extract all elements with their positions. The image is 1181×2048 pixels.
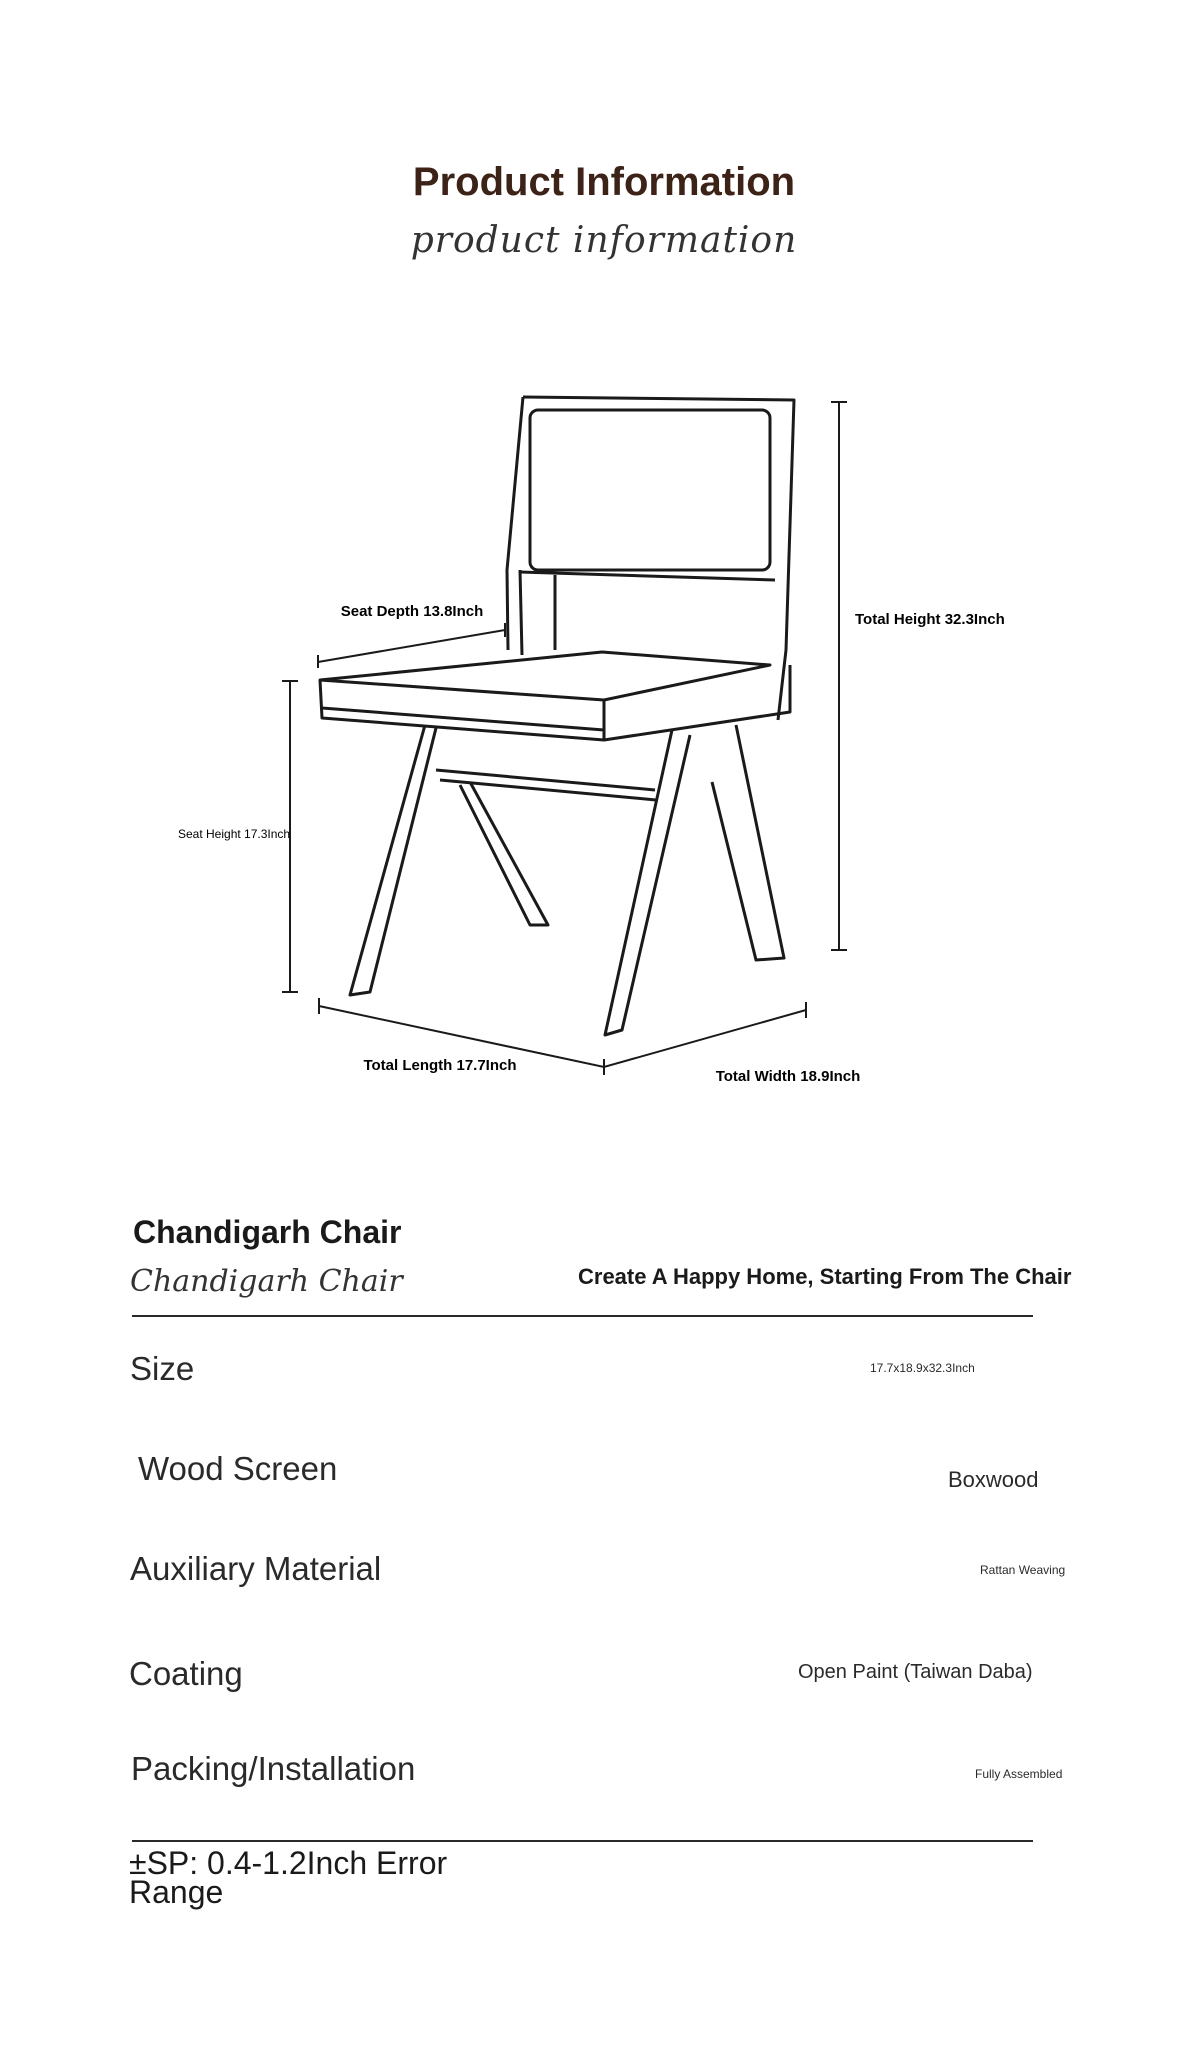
spec-label-auxiliary-material: Auxiliary Material bbox=[130, 1550, 382, 1587]
chair-backrest-outline bbox=[523, 397, 794, 720]
seat-depth-label: Seat Depth 13.8Inch bbox=[340, 603, 484, 620]
total-width-label: Total Width 18.9Inch bbox=[715, 1068, 861, 1085]
total-length-label: Total Length 17.7Inch bbox=[363, 1057, 517, 1074]
spec-label-size: Size bbox=[130, 1350, 195, 1387]
spec-value-coating: Open Paint (Taiwan Daba) bbox=[798, 1661, 1033, 1683]
product-tagline: Create A Happy Home, Starting From The Chair bbox=[578, 1264, 1072, 1289]
divider-top bbox=[132, 1315, 1033, 1317]
spec-value-packing-installation: Fully Assembled bbox=[975, 1767, 1063, 1781]
chair-leg-front-right bbox=[605, 730, 690, 1035]
spec-value-wood-screen: Boxwood bbox=[948, 1467, 1039, 1492]
total-height-label: Total Height 32.3Inch bbox=[855, 611, 1005, 628]
spec-value-auxiliary-material: Rattan Weaving bbox=[980, 1563, 1066, 1577]
spec-label-packing-installation: Packing/Installation bbox=[131, 1750, 416, 1787]
spec-label-coating: Coating bbox=[129, 1655, 243, 1692]
chair-stretcher bbox=[436, 770, 656, 800]
chair-backrest-panel bbox=[530, 410, 770, 570]
spec-value-size: 17.7x18.9x32.3Inch bbox=[870, 1361, 975, 1375]
chair-seat-top bbox=[320, 652, 770, 700]
divider-bottom bbox=[132, 1840, 1033, 1842]
error-range-note: ±SP: 0.4-1.2Inch Error Range bbox=[129, 1845, 448, 1910]
chair-drawing bbox=[320, 397, 794, 1035]
chair-leg-back-left bbox=[460, 782, 548, 925]
dimension-lines bbox=[282, 402, 847, 1075]
product-script-name: Chandigarh Chair bbox=[130, 1264, 403, 1299]
product-name: Chandigarh Chair bbox=[133, 1214, 402, 1250]
chair-dimension-diagram bbox=[0, 360, 1181, 1140]
seat-height-label: Seat Height 17.3Inch bbox=[178, 827, 291, 841]
chair-leg-front-left bbox=[350, 725, 436, 995]
spec-label-wood-screen: Wood Screen bbox=[138, 1450, 338, 1487]
page-title: Product Information bbox=[412, 160, 796, 204]
script-subtitle: product information bbox=[410, 220, 798, 261]
chair-leg-back-right bbox=[712, 725, 784, 960]
